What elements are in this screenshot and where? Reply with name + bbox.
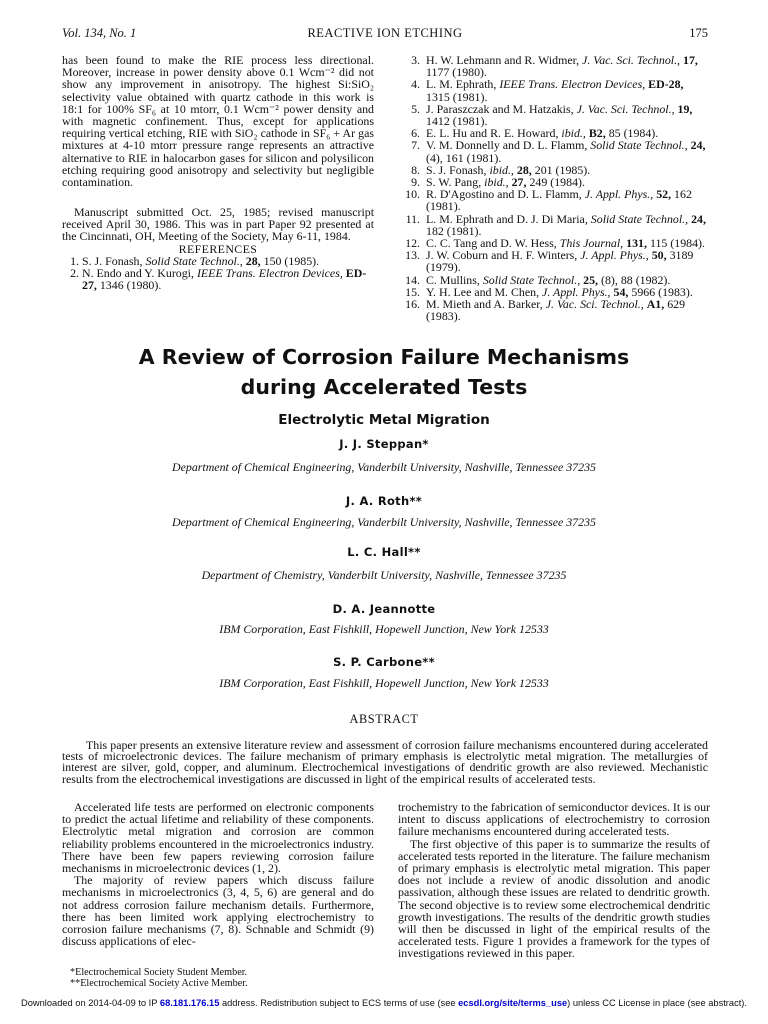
body-left-column: [62, 801, 374, 947]
reference-source: J. Appl. Phys.,: [580, 248, 649, 263]
running-header: [62, 26, 708, 44]
reference-rest: (4), 161 (1981).: [426, 150, 502, 165]
reference-authors: L. M. Ephrath,: [426, 77, 497, 92]
reference-rest: 115 (1984).: [649, 236, 705, 251]
reference-authors: V. M. Donnelly and D. L. Flamm,: [426, 138, 588, 153]
reference-num: 3.: [411, 53, 420, 67]
reference-vol: 54,: [613, 284, 629, 299]
reference-num: 8.: [411, 162, 420, 177]
reference-num: 11.: [405, 211, 420, 226]
references-list-left: [62, 255, 374, 292]
volume-info: Vol. 134, No. 1: [62, 26, 137, 40]
reference-source: IEEE Trans. Electron Devices,: [499, 77, 646, 92]
reference-authors: Y. H. Lee and M. Chen,: [426, 284, 540, 299]
footnote: **Electrochemical Society Active Member.: [70, 978, 248, 989]
author-affiliation: Department of Chemical Engineering, Vanderbilt University, Nashville, Tennessee 37235: [172, 460, 596, 474]
reference-rest: (8), 88 (1982).: [601, 272, 671, 287]
reference-item: [398, 298, 710, 322]
abstract-text: This paper presents an extensive literature review and assessment of corrosion failure mechanisms encountered during accelerated tests of microelectronic devices. The failure mechanism of primary emphasis is electrolytic metal migration. The metallurgies of interest are silver, gold, copper, and aluminum. Electrochemical investigations of dendritic growth are also reviewed. Mechanistic results from the electrochemical investigations are discussed in light of the empirical results of accelerated tests.: [62, 737, 708, 786]
reference-source: Solid State Technol.,: [590, 138, 688, 153]
reference-num: 7.: [411, 138, 420, 153]
reference-source: J. Vac. Sci. Technol.,: [545, 297, 644, 312]
author-name: L. C. Hall**: [347, 545, 421, 559]
reference-num: 4.: [411, 77, 420, 92]
body-paragraph: The majority of review papers which discuss failure mechanisms in microelectronics (3, 4, 5, 6) are general and do not address corrosion failure mechanism details. Furthermore, there has been limited work applying electrochemistry to corrosion failure mechanisms (7, 8). Schnable and Schmidt (9) discuss applications of elec-: [62, 873, 374, 949]
reference-source: Solid State Technol.,: [482, 272, 581, 287]
reference-vol: 131,: [626, 236, 647, 251]
reference-rest: 1177 (1980).: [426, 65, 487, 80]
reference-num: 9.: [411, 175, 420, 190]
reference-source: J. Vac. Sci. Technol.,: [582, 53, 681, 67]
reference-rest: 1346 (1980).: [99, 278, 162, 293]
footnote: *Electrochemical Society Student Member.: [70, 967, 248, 978]
ip-address-link[interactable]: 68.181.176.15: [159, 998, 220, 1008]
reference-authors: J. W. Coburn and H. F. Winters,: [426, 248, 578, 263]
reference-authors: C. C. Tang and D. W. Hess,: [426, 236, 557, 251]
reference-item: [398, 78, 710, 102]
reference-num: 16.: [405, 297, 420, 312]
reference-num: 15.: [405, 284, 420, 299]
abstract-heading: ABSTRACT: [349, 712, 419, 726]
body-paragraph: The first objective of this paper is to summarize the results of accelerated tests reported in the literature. The failure mechanism of primary emphasis is electrolytic metal migration. This paper does not include a review of anodic dissolution and anodic passivation, although these issues are related to dendritic growth. The second objective is to review some electrochemical dendritic growth investigations. The results of the dendritic growth studies will then be discussed in light of the empirical results of the accelerated tests. Figure 1 provides a framework for the types of investigations reviewed in this paper.: [398, 836, 710, 961]
terms-of-use-link[interactable]: ecsdl.org/site/terms_use: [458, 998, 568, 1008]
reference-vol: A1,: [646, 297, 665, 312]
reference-authors: C. Mullins,: [426, 272, 480, 287]
reference-rest: 85 (1984).: [608, 126, 659, 141]
article-title: [0, 342, 768, 402]
reference-rest: 1315 (1981).: [426, 89, 488, 104]
author-affiliation: IBM Corporation, East Fishkill, Hopewell Junction, New York 12533: [219, 622, 549, 636]
reference-source: This Journal,: [559, 236, 624, 251]
reference-source: J. Appl. Phys.,: [584, 187, 654, 202]
reference-authors: J. Paraszczak and M. Hatzakis,: [426, 101, 574, 116]
reference-source: ibid.,: [489, 162, 514, 177]
author-name: J. J. Steppan*: [339, 437, 429, 451]
reference-rest: 3189 (1979).: [426, 248, 694, 275]
reference-vol: 19,: [677, 101, 693, 116]
prev-article-left-column: [62, 54, 374, 291]
reference-authors: M. Mieth and A. Barker,: [426, 297, 543, 312]
reference-vol: 52,: [656, 187, 672, 202]
reference-num: 14.: [405, 272, 420, 287]
reference-vol: 28,: [516, 162, 532, 177]
reference-item: [398, 103, 710, 127]
reference-authors: S. J. Fonash,: [82, 253, 143, 268]
download-middle: address. Redistribution subject to ECS terms of use (see: [221, 998, 456, 1008]
reference-authors: H. W. Lehmann and R. Widmer,: [426, 53, 580, 67]
body-paragraph: trochemistry to the fabrication of semiconductor devices. It is our intent to discuss applications of electrochemistry to corrosion failure mechanisms encountered during accelerated tests.: [398, 800, 710, 839]
reference-vol: 24,: [690, 138, 706, 153]
reference-source: Solid State Technol.,: [145, 253, 243, 268]
author-name: J. A. Roth**: [345, 494, 423, 508]
body-paragraph: Accelerated life tests are performed on electronic components to predict the actual lifetime and reliability of these components. Electrolytic metal migration and corrosion are common reliability problems encountered in the microelectronics industry. There have been few papers reviewing corrosion failure mechanisms in microelectronic devices (1, 2).: [62, 800, 374, 876]
reference-source: Solid State Technol.,: [590, 211, 689, 226]
download-prefix: Downloaded on 2014-04-09 to IP: [21, 998, 158, 1008]
prev-article-body: has been found to make the RIE process less directional. Moreover, increase in power density above 0.1 Wcm⁻² did not show any improvement in anisotropy. The highest Si:SiO₂ selectivity value obtained with quartz cathode in this work is 18:1 for 100% SF₆ at 10 mtorr, 0.1 Wcm⁻² power density and with magnetic confinement. Thus, except for applications requiring vertical etching, RIE with SiO₂ cathode in SF₆ + Ar gas mixtures at 4-10 mtorr pressure range represents an attractive alternative to RIE in halocarbon gases for silicon and polysilicon etching requiring good anisotropy and selectivity but negligible contamination.: [62, 53, 374, 190]
author-name: D. A. Jeannotte: [332, 602, 436, 616]
reference-num: 5.: [411, 101, 420, 116]
author-name: S. P. Carbone**: [333, 655, 435, 669]
reference-rest: 201 (1985).: [534, 162, 591, 177]
article-title-line-1: A Review of Corrosion Failure Mechanisms: [138, 345, 630, 369]
reference-vol: 28,: [245, 253, 261, 268]
author-affiliation: Department of Chemical Engineering, Vanderbilt University, Nashville, Tennessee 37235: [172, 515, 596, 529]
reference-item: [398, 139, 710, 163]
reference-authors: L. M. Ephrath and D. J. Di Maria,: [426, 211, 588, 226]
download-notice: [0, 998, 768, 1008]
download-suffix: ) unless CC License in place (see abstract).: [567, 998, 747, 1008]
reference-num: 2.: [70, 266, 79, 281]
reference-vol: 24,: [691, 211, 706, 226]
reference-rest: 629 (1983).: [426, 297, 686, 324]
body-right-column: [398, 801, 710, 960]
reference-item: [398, 249, 710, 273]
reference-source: ibid.,: [561, 126, 586, 141]
reference-rest: 182 (1981).: [426, 223, 482, 238]
manuscript-note: Manuscript submitted Oct. 25, 1985; revised manuscript received April 30, 1986. This was in part Paper 92 presented at the Cincinnati, OH, Meeting of the Society, May 6-11, 1984.: [62, 205, 374, 244]
reference-num: 12.: [405, 236, 420, 251]
references-list-right: [398, 54, 710, 322]
reference-num: 10.: [405, 187, 420, 202]
prev-article-right-column: [398, 54, 710, 322]
reference-num: 13.: [405, 248, 420, 263]
reference-source: ibid.,: [484, 175, 509, 190]
reference-vol: 50,: [651, 248, 667, 263]
reference-vol: ED-28,: [648, 77, 684, 92]
reference-source: J. Vac. Sci. Technol.,: [576, 101, 675, 116]
reference-rest: 249 (1984).: [529, 175, 585, 190]
reference-authors: S. W. Pang,: [426, 175, 482, 190]
reference-rest: 1412 (1981).: [426, 114, 488, 129]
reference-rest: 162 (1981).: [426, 187, 692, 214]
reference-source: IEEE Trans. Electron Devices,: [196, 266, 343, 281]
reference-authors: E. L. Hu and R. E. Howard,: [426, 126, 559, 141]
reference-vol: 25,: [583, 272, 599, 287]
reference-item: [398, 188, 710, 212]
reference-rest: 5966 (1983).: [631, 284, 693, 299]
reference-num: 1.: [70, 253, 79, 268]
reference-item: [398, 54, 710, 78]
reference-source: J. Appl. Phys.,: [542, 284, 611, 299]
reference-authors: S. J. Fonash,: [426, 162, 487, 177]
reference-rest: 150 (1985).: [263, 253, 320, 268]
reference-item: [62, 267, 374, 291]
author-affiliation: IBM Corporation, East Fishkill, Hopewell Junction, New York 12533: [219, 676, 549, 690]
reference-vol: 27,: [511, 175, 527, 190]
reference-item: [398, 213, 710, 237]
reference-vol: 17,: [683, 53, 698, 67]
reference-vol: ED-27,: [82, 266, 367, 293]
references-heading: REFERENCES: [178, 241, 258, 256]
reference-authors: N. Endo and Y. Kurogi,: [82, 266, 194, 281]
article-title-line-2: during Accelerated Tests: [240, 375, 528, 399]
section-title: REACTIVE ION ETCHING: [307, 26, 463, 40]
reference-num: 6.: [411, 126, 420, 141]
footnotes: [62, 967, 372, 989]
reference-vol: B2,: [588, 126, 606, 141]
reference-authors: R. D'Agostino and D. L. Flamm,: [426, 187, 582, 202]
page-number: 175: [689, 26, 708, 40]
author-affiliation: Department of Chemistry, Vanderbilt University, Nashville, Tennessee 37235: [201, 568, 567, 582]
article-subtitle: Electrolytic Metal Migration: [278, 412, 490, 428]
